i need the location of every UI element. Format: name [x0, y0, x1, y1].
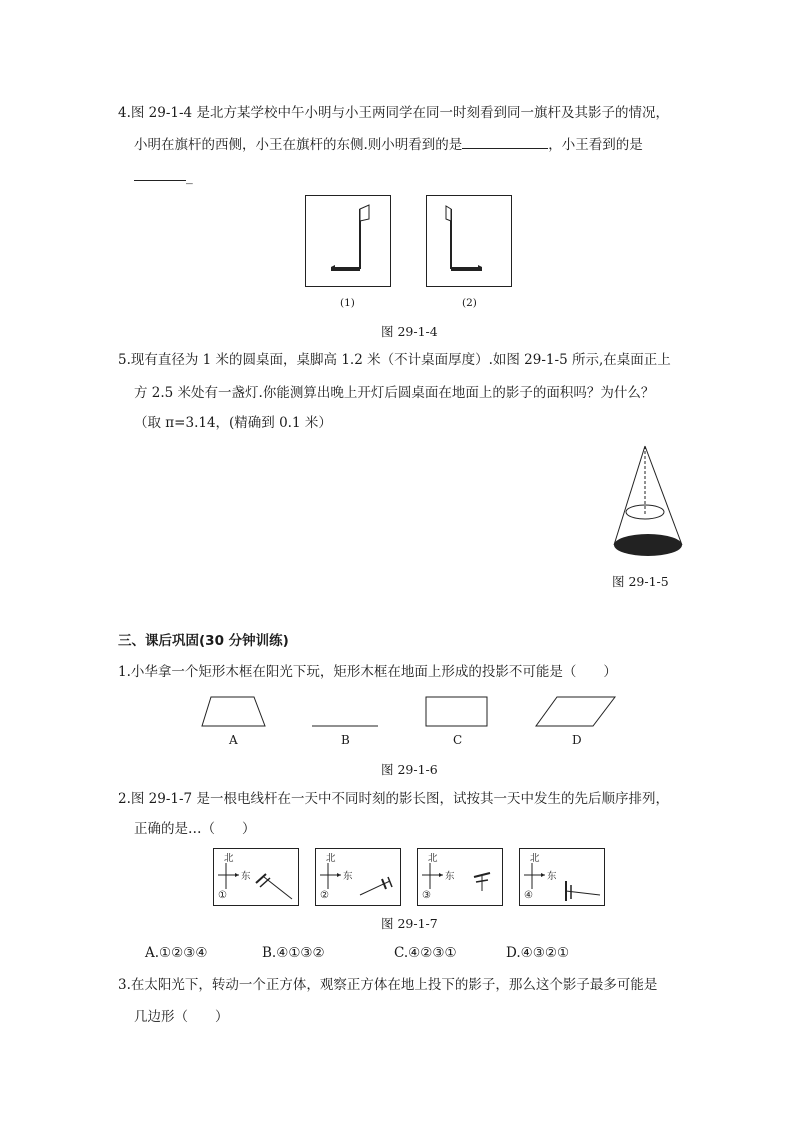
s3q1-text: 1.小华拿一个矩形木框在阳光下玩，矩形木框在地面上形成的投影不可能是（ ） [118, 664, 617, 680]
s3q2-line1: 2.图 29-1-7 是一根电线杆在一天中不同时刻的影长图，试按其一天中发生的先后顺序排列， [118, 791, 669, 807]
q5-line3: （取 π=3.14，(精确到 0.1 米） [134, 415, 332, 431]
s3q2-panel-1 [213, 848, 299, 906]
q4-line1: 4.图 29-1-4 是北方某学校中午小明与小王两同学在同一时刻看到同一旗杆及其影子的情况， [118, 105, 669, 121]
s3q2-panel-3 [417, 848, 503, 906]
s3q2-choice-c[interactable]: C.④②③① [394, 945, 457, 961]
s3q1-option-c-label: C [453, 733, 463, 747]
s3q2-panel-3-north: 北 [428, 853, 438, 864]
s3q1-option-b-label: B [341, 733, 350, 747]
s3q2-panel-4-num: ④ [524, 890, 533, 901]
q4-answer-blank-2[interactable] [134, 166, 186, 181]
s3q1-option-b-shape [312, 696, 379, 728]
s3q2-panel-3-num: ③ [422, 890, 431, 901]
s3q1-option-a-shape [201, 696, 267, 728]
q4-line2-text-a: 小明在旗杆的西侧，小王在旗杆的东侧.则小明看到的是 [134, 137, 463, 153]
s3q2-panel-2 [315, 848, 401, 906]
s3q1-option-d-shape [535, 696, 617, 728]
s3q3-line2: 几边形（ ） [134, 1009, 229, 1025]
s3q2-panel-1-num: ① [218, 890, 227, 901]
q4-answer-blank-1[interactable] [462, 134, 548, 149]
s3q1-option-c-shape [425, 696, 489, 728]
s3q2-panel-2-east: 东 [343, 871, 353, 882]
s3q3-line1: 3.在太阳光下，转动一个正方体，观察正方体在地上投下的影子，那么这个影子最多可能是 [118, 977, 658, 993]
s3q1-option-a-label: A [229, 733, 238, 747]
s3q1-option-d-label: D [572, 733, 582, 747]
q4-figure-1 [305, 195, 391, 287]
s3q1-figure-caption: 图 29-1-6 [381, 762, 438, 777]
q4-figure-1-label: (1) [340, 297, 355, 309]
s3q2-panel-1-north: 北 [224, 853, 234, 864]
q5-cone-figure [612, 444, 686, 564]
q4-line2 [134, 134, 643, 154]
s3q2-panel-2-num: ② [320, 890, 329, 901]
q4-line3-mark: _ [186, 169, 193, 185]
s3q2-panel-4 [519, 848, 605, 906]
s3q2-figure-caption: 图 29-1-7 [381, 916, 438, 931]
s3q2-panel-4-north: 北 [530, 853, 540, 864]
q5-line2: 方 2.5 米处有一盏灯.你能测算出晚上开灯后圆桌面在地面上的影子的面积吗？为什么？ [134, 385, 655, 401]
s3q2-choice-a[interactable]: A.①②③④ [145, 945, 208, 961]
s3q2-panel-4-east: 东 [547, 871, 557, 882]
s3q2-choice-d[interactable]: D.④③②① [506, 945, 570, 961]
s3q2-panel-3-east: 东 [445, 871, 455, 882]
s3q2-panel-1-east: 东 [241, 871, 251, 882]
q4-figure-2 [426, 195, 512, 287]
q5-figure-caption: 图 29-1-5 [612, 574, 669, 589]
s3q2-choice-b[interactable]: B.④①③② [262, 945, 325, 961]
q4-figure-caption: 图 29-1-4 [381, 324, 438, 339]
q5-line1: 5.现有直径为 1 米的圆桌面，桌脚高 1.2 米（不计桌面厚度）.如图 29-1-5 所示,在桌面正上 [118, 352, 671, 368]
q4-line3 [134, 166, 193, 186]
s3q2-line2: 正确的是…（ ） [134, 821, 256, 837]
q4-line2-text-b: ，小王看到的是 [548, 137, 643, 153]
q4-figure-2-label: (2) [462, 297, 477, 309]
section3-heading: 三、课后巩固(30 分钟训练) [118, 633, 289, 649]
s3q2-panel-2-north: 北 [326, 853, 336, 864]
